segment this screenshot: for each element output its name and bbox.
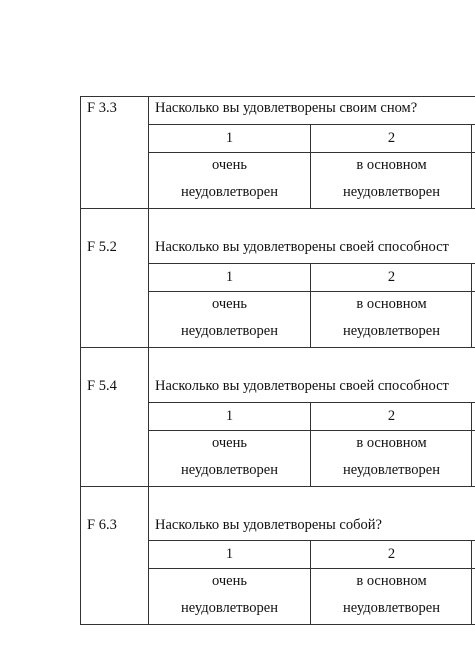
scale-label: в основном неудовлетворен — [310, 569, 472, 624]
scale-cell-empty — [471, 125, 475, 152]
scale-number: 1 — [225, 546, 234, 562]
scale-label: очень неудовлетворен — [181, 157, 278, 200]
response-scale — [149, 402, 475, 486]
question-text: Насколько вы удовлетворены своим сном? — [155, 100, 418, 116]
scale-cell-empty — [471, 403, 475, 430]
question-block — [80, 347, 475, 486]
question-text: Насколько вы удовлетворены собой? — [155, 517, 382, 533]
scale-label: в основном неудовлетворен — [310, 431, 472, 486]
scale-label-row — [149, 430, 475, 486]
scale-label: очень неудовлетворен — [181, 296, 278, 339]
question-area — [148, 487, 475, 624]
scale-cell-empty — [471, 292, 475, 347]
scale-number-row — [149, 124, 475, 152]
scale-number: 2 — [310, 403, 472, 430]
question-area — [148, 209, 475, 347]
scale-cell-empty — [471, 569, 475, 624]
response-scale — [149, 263, 475, 347]
item-code: F 6.3 — [87, 517, 117, 533]
scale-number: 2 — [310, 541, 472, 568]
scale-label-row — [149, 152, 475, 208]
scale-number: 2 — [310, 125, 472, 152]
question-block — [80, 486, 475, 625]
item-code: F 3.3 — [87, 100, 117, 116]
response-scale — [149, 540, 475, 624]
scale-label: в основном неудовлетворен — [310, 292, 472, 347]
scale-number: 1 — [225, 408, 234, 424]
scale-number-row — [149, 263, 475, 291]
scale-cell-empty — [471, 431, 475, 486]
scale-number-row — [149, 540, 475, 568]
question-area — [148, 97, 475, 208]
scale-cell-empty — [471, 153, 475, 208]
scale-number-row — [149, 402, 475, 430]
response-scale — [149, 124, 475, 208]
scale-number: 1 — [225, 130, 234, 146]
scale-cell-empty — [471, 541, 475, 568]
scale-label: очень неудовлетворен — [181, 573, 278, 616]
questionnaire-table — [80, 96, 475, 625]
question-area — [148, 348, 475, 486]
item-code: F 5.4 — [87, 378, 117, 394]
question-text: Насколько вы удовлетворены своей способност — [155, 378, 449, 394]
item-code: F 5.2 — [87, 239, 117, 255]
question-block — [80, 208, 475, 347]
question-text: Насколько вы удовлетворены своей способност — [155, 239, 449, 255]
scale-label-row — [149, 568, 475, 624]
scale-label: в основном неудовлетворен — [310, 153, 472, 208]
scale-label: очень неудовлетворен — [181, 435, 278, 478]
scale-number: 1 — [225, 269, 234, 285]
scale-label-row — [149, 291, 475, 347]
question-block — [80, 96, 475, 208]
scale-cell-empty — [471, 264, 475, 291]
scale-number: 2 — [310, 264, 472, 291]
